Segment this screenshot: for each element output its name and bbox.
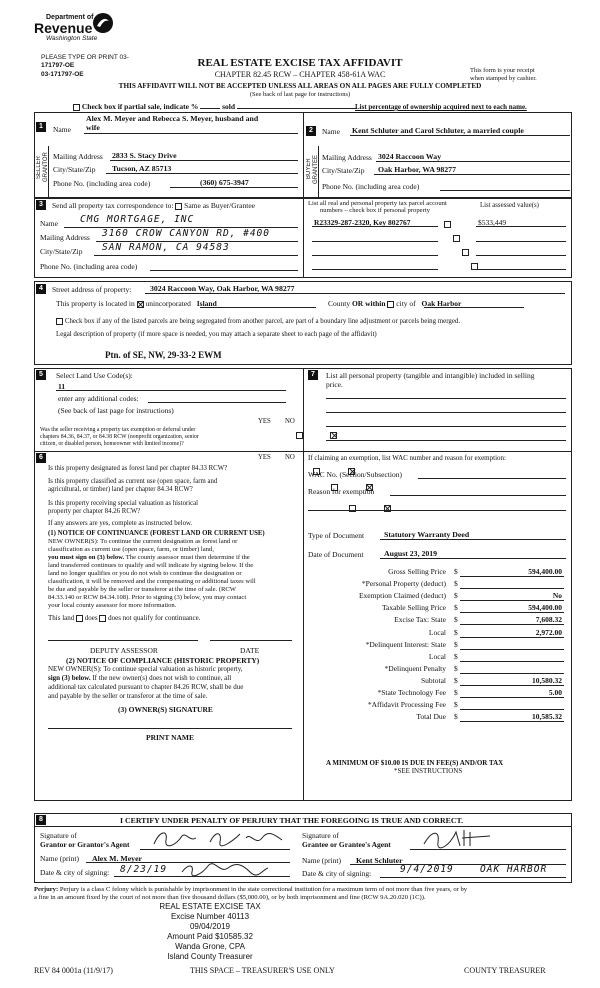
seller-city-label: City/State/Zip (53, 165, 96, 174)
partial-sale-checkbox[interactable] (73, 104, 80, 111)
stamp-line6: Island County Treasurer (167, 952, 253, 961)
section-1-number: 1 (36, 122, 46, 132)
grantor-city-scribble (180, 862, 270, 876)
fin-row-label: Taxable Selling Price (381, 603, 446, 612)
sold-label: sold (222, 102, 236, 111)
warning: THIS AFFIDAVIT WILL NOT BE ACCEPTED UNLESS ALL AREAS ON ALL PAGES ARE FULLY COMPLETED (118, 82, 482, 90)
fin-row-currency: $ (454, 640, 458, 649)
buyer-name: Kent Schluter and Carol Schluter, a married couple (352, 126, 524, 135)
seller-name-line1: Alex M. Meyer and Rebecca S. Meyer, husband and (86, 114, 259, 123)
grantor-signature (150, 828, 290, 850)
fin-row-label: *Delinquent Penalty (384, 664, 446, 673)
seller-phone-label: Phone No. (including area code) (53, 179, 151, 188)
exemption-question-l3: citizen, or disabled person, homeowner with limited income)? (40, 441, 184, 447)
fin-row-value: 5.00 (548, 688, 562, 697)
fin-row-label: *Personal Property (deduct) (361, 579, 446, 588)
stamp-line1: REAL ESTATE EXCISE TAX (159, 902, 261, 911)
logo-swirl-icon (92, 12, 114, 34)
legal-description: Ptn. of SE, NW, 29-33-2 EWM (105, 350, 222, 360)
does-label: does (84, 614, 98, 622)
fin-row-line (460, 600, 564, 601)
unincorporated-checkbox[interactable] (137, 301, 144, 308)
section-5-number: 5 (36, 370, 46, 380)
stamp-line3: 09/04/2019 (189, 922, 231, 931)
notice1-line6: classification, it will be removed and the compensating or additional taxes will (48, 578, 256, 585)
doc-date: August 23, 2019 (384, 549, 438, 558)
grantee-sig-label-2: Grantee or Grantee's Agent (302, 840, 391, 849)
notice1-line1: NEW OWNER(S): To continue the current designation as forest land or (48, 538, 238, 545)
logo-dept: Department of (46, 14, 94, 21)
notice2-line2a: sign (3) below. (48, 674, 91, 682)
fin-row-value: 2,972.00 (535, 628, 562, 637)
buyer-city-label: City/State/Zip (322, 166, 365, 175)
city-name: Oak Harbor (421, 299, 462, 308)
seller-side-label: SELLER GRANTOR (36, 152, 50, 182)
tax-corr-mail-label: Mailing Address (40, 233, 90, 242)
does-not-label: does not qualify for continuance. (108, 614, 201, 622)
grantee-city: OAK HARBOR (480, 864, 548, 875)
grantor-sig-label-1: Signature of (40, 831, 77, 840)
historic-question-a: Is this property receiving special valuation as historical (48, 500, 199, 507)
partial-sale-label: Check box if partial sale, indicate % (81, 102, 199, 111)
doc-type-label: Type of Document (308, 531, 365, 540)
fin-row-line (460, 637, 564, 638)
exemption-question-l2: chapters 84.36, 84.37, or 84.38 RCW (nonprofit organization, senior (40, 434, 199, 440)
treasurer-space: THIS SPACE – TREASURER'S USE ONLY (190, 966, 335, 975)
fin-row-line (460, 697, 564, 698)
fin-row-currency: $ (454, 603, 458, 612)
stamp-line5: Wanda Grone, CPA (175, 942, 245, 951)
s6-no-header: NO (285, 454, 295, 461)
stamp-line4: Amount Paid $10585.32 (167, 932, 253, 941)
receipt-note-1: This form is your receipt (470, 67, 535, 74)
notice2-line4: and payable by the seller or transferor at the time of sale. (48, 692, 208, 700)
exemption-question-l1: Was the seller receiving a property tax exemption or deferral under (40, 427, 196, 433)
fin-row-label: *Affidavit Processing Fee (367, 700, 446, 709)
fin-row-value: 594,400.00 (528, 603, 562, 612)
fin-row-line (460, 612, 564, 613)
fin-row-currency: $ (454, 567, 458, 576)
city-checkbox[interactable] (387, 301, 394, 308)
perjury-line2: a fine in an amount fixed by the court of not more than five thousand dollars ($5,000.00), or by both imprisonment and fine (RCW 9A.20.020 (1C)). (34, 894, 426, 901)
notice1-line2: classification as current use (open space, farm, or timber) land, (48, 546, 214, 553)
fin-row-label: Excise Tax: State (394, 615, 446, 624)
parcel-header-2: numbers – check box if personal property (320, 207, 430, 214)
notice-continuance-title: (1) NOTICE OF CONTINUANCE (FOREST LAND OR CURRENT USE) (48, 530, 265, 537)
land-use-yes-header: YES (258, 418, 271, 425)
fin-row-currency: $ (454, 591, 458, 600)
notice2-line3: additional tax calculated pursuant to chapter 84.26 RCW, shall be due (48, 683, 244, 691)
fin-row-line (460, 588, 564, 589)
buyer-phone-label: Phone No. (including area code) (322, 182, 420, 191)
tax-corr-phone-label: Phone No. (including area code) (40, 262, 138, 271)
street-address: 3024 Raccoon Way, Oak Harbor, WA 98277 (150, 284, 295, 293)
grantor-date: 8/23/19 (120, 864, 168, 875)
segregated-label: Check box if any of the listed parcels are being segregated from another parcel, are part of a boundary line adjustment or parcels being merged. (64, 318, 461, 325)
land-use-no-header: NO (285, 418, 295, 425)
receipt-note-2: when stamped by cashier. (470, 75, 537, 82)
minimum-note: A MINIMUM OF $10.00 IS DUE IN FEE(S) AND/OR TAX (326, 759, 504, 767)
does-not-checkbox[interactable] (99, 615, 106, 622)
ownership-note: List percentage of ownership acquired next to each name. (355, 103, 527, 111)
fin-row-currency: $ (454, 664, 458, 673)
doc-type: Statutory Warranty Deed (384, 530, 470, 539)
form-title: REAL ESTATE EXCISE TAX AFFIDAVIT (197, 57, 403, 69)
fin-row-currency: $ (454, 712, 458, 721)
tax-corr-mail: 3160 CROW CANYON RD, #400 (102, 228, 270, 239)
fin-row-currency: $ (454, 688, 458, 697)
fin-row-line (460, 685, 564, 686)
fin-row-currency: $ (454, 579, 458, 588)
revenue-logo (28, 14, 108, 54)
logo-state: Washington State (46, 35, 98, 42)
this-land-label: This land (48, 614, 75, 622)
buyer-mail: 3024 Raccoon Way (378, 152, 442, 161)
notice1-line7: be due and payable by the seller or transferor at the time of sale. (RCW (48, 586, 237, 593)
see-instructions: *SEE INSTRUCTIONS (394, 767, 463, 775)
tax-corr-name-label: Name (40, 219, 58, 228)
fin-row-line (460, 624, 564, 625)
fin-row-line (460, 661, 564, 662)
fin-row-line (460, 673, 564, 674)
rev-number: REV 84 0001a (11/9/17) (34, 966, 113, 975)
land-use-see-back: (See back of last page for instructions) (58, 406, 174, 415)
grantee-signature (420, 826, 500, 850)
fin-row-value: 594,400.00 (528, 567, 562, 576)
exemption-claim-label: If claiming an exemption, list WAC number and reason for exemption: (308, 454, 506, 462)
seller-city: Tucson, AZ 85713 (112, 164, 172, 173)
same-as-buyer-checkbox[interactable] (175, 203, 182, 210)
fin-row-value: 10,580.32 (532, 676, 562, 685)
fin-row-label: Local (428, 652, 446, 661)
parcel-1-personal-checkbox[interactable] (444, 221, 451, 228)
treasurer-stamp (140, 902, 280, 962)
fin-row-line (460, 721, 564, 722)
city-of-label: city of (396, 299, 416, 308)
fin-row-currency: $ (454, 700, 458, 709)
fin-row-label: Exemption Claimed (deduct) (358, 591, 446, 600)
notice1-line8: 84.33.140 or RCW 84.34.108). Prior to signing (3) below, you may contact (48, 594, 247, 601)
tax-corr-city: SAN RAMON, CA 94583 (102, 242, 230, 253)
please-type: PLEASE TYPE OR PRINT 03- (41, 54, 129, 61)
chapter: CHAPTER 82.45 RCW – CHAPTER 458-61A WAC (214, 70, 386, 79)
street-label: Street address of property: (52, 285, 132, 294)
assessed-value: $533,449 (478, 218, 507, 227)
section-8-number: 8 (36, 815, 46, 825)
county-label: County (328, 299, 351, 308)
exemption-no-checkbox[interactable] (330, 432, 337, 439)
perjury-line1: Perjury is a class C felony which is punishable by imprisonment in the state correctional institution for a maximum term of not more than five years, or by (58, 886, 468, 893)
notice1-line9: your local county assessor for more information. (48, 602, 177, 609)
current-use-question-a: Is this property classified as current use (open space, farm and (48, 478, 218, 485)
seller-phone: (360) 675-3947 (200, 178, 249, 187)
buyer-city: Oak Harbor, WA 98277 (378, 165, 456, 174)
deputy-assessor-label: DEPUTY ASSESSOR (90, 646, 158, 655)
s6-yes-header: YES (258, 454, 271, 461)
seller-name-label: Name (53, 125, 71, 134)
wac-label: WAC No. (Section/Subsection) (308, 470, 402, 479)
tax-corr-city-label: City/State/Zip (40, 247, 83, 256)
buyer-side-label: BUYER GRANTEE (306, 154, 320, 184)
owner-signature-label: (3) OWNER(S) SIGNATURE (118, 705, 213, 714)
seller-mail: 2833 S. Stacy Drive (112, 151, 177, 160)
fin-row-label: Subtotal (420, 676, 446, 685)
current-use-question-b: agricultural, or timber) land per chapter 84.34 RCW? (48, 486, 193, 493)
county-name: Island (196, 299, 217, 308)
grantee-sig-label-1: Signature of (302, 831, 339, 840)
tax-corr-label: Send all property tax correspondence to: (52, 201, 174, 210)
date-label: DATE (240, 646, 260, 655)
grantor-sig-label-2: Grantor or Grantor's Agent (40, 840, 130, 849)
fin-row-value: 7,608.32 (535, 615, 562, 624)
parcel-3-personal-checkbox[interactable] (462, 249, 469, 256)
fin-row-currency: $ (454, 628, 458, 637)
parcel-header-1: List all real and personal property tax parcel account (308, 200, 447, 207)
perjury-label: Perjury: (34, 886, 59, 893)
notice1-line4: land transferred continues to qualify and will indicate by signing below. If the (48, 562, 254, 569)
notice1-line3a: you must sign on (3) below. (48, 554, 125, 561)
notice-compliance-title: (2) NOTICE OF COMPLIANCE (HISTORIC PROPERTY) (66, 656, 260, 665)
personal-property-label-1: List all personal property (tangible and intangible) included in selling (326, 371, 535, 380)
print-name-label: PRINT NAME (146, 733, 194, 742)
fin-row-line (460, 709, 564, 710)
section-4-number: 4 (36, 284, 46, 294)
fin-row-value: No (552, 591, 562, 600)
fin-row-label: Local (428, 628, 446, 637)
section-6-number: 6 (36, 453, 46, 463)
fin-row-label: Total Due (416, 712, 446, 721)
county-treasurer: COUNTY TREASURER (464, 966, 546, 975)
grantee-name: Kent Schluter (356, 856, 403, 865)
section-7-number: 7 (308, 370, 318, 380)
notice1-line3b: The county assessor must then determine if the (124, 554, 250, 561)
unincorporated-label: unincorporated (145, 299, 191, 308)
parcel-number: R23329-287-2320, Key 802767 (314, 218, 411, 227)
does-checkbox[interactable] (76, 615, 83, 622)
fin-row-currency: $ (454, 615, 458, 624)
notice2-line1: NEW OWNER(S): To continue special valuation as historic property, (48, 665, 243, 673)
grantee-date: 9/4/2019 (400, 864, 454, 875)
buyer-mail-label: Mailing Address (322, 153, 372, 162)
see-back: (See back of last page for instructions) (249, 91, 351, 98)
fin-row-label: Gross Selling Price (388, 567, 446, 576)
or-within: OR within (351, 299, 386, 308)
reason-label: Reason for exemption (308, 487, 375, 496)
seller-name-line2: wife (86, 123, 100, 132)
fin-row-label: *Delinquent Interest: State (365, 640, 446, 649)
forest-question: Is this property designated as forest land per chapter 84.33 RCW? (48, 465, 228, 472)
section-3-number: 3 (36, 200, 46, 210)
ref-number-1: 171797-OE (41, 62, 75, 69)
legal-label: Legal description of property (if more space is needed, you may attach a separate sheet to each page of the affidavit) (56, 331, 377, 338)
doc-date-label: Date of Document (308, 550, 364, 559)
grantee-date-label: Date & city of signing: (302, 869, 372, 878)
notice2-line2b: If the new owner(s) does not wish to continue, all (90, 674, 232, 682)
land-use-code: 11 (58, 382, 66, 391)
logo-revenue: Revenue (34, 20, 93, 36)
located-label: This property is located in (56, 299, 135, 308)
same-as-buyer-label: Same as Buyer/Grantee (184, 201, 255, 210)
additional-codes-label: enter any additional codes: (58, 394, 139, 403)
fin-row-line (460, 576, 564, 577)
assessed-header: List assessed value(s) (480, 202, 539, 209)
fin-row-line (460, 649, 564, 650)
fin-row-currency: $ (454, 676, 458, 685)
buyer-name-label: Name (322, 127, 340, 136)
land-use-label: Select Land Use Code(s): (56, 371, 133, 380)
certify-text: I CERTIFY UNDER PENALTY OF PERJURY THAT THE FOREGOING IS TRUE AND CORRECT. (120, 816, 464, 825)
notice1-line5: land no longer qualifies or you do not wish to continue the designation or (48, 570, 242, 577)
personal-property-label-2: price. (326, 380, 343, 389)
grantor-date-label: Date & city of signing: (40, 868, 110, 877)
tax-corr-name: CMG MORTGAGE, INC (80, 214, 195, 225)
fin-row-currency: $ (454, 652, 458, 661)
parcel-2-personal-checkbox[interactable] (453, 235, 460, 242)
fin-row-value: 10,585.32 (532, 712, 562, 721)
stamp-line2: Excise Number 40113 (170, 912, 250, 921)
segregated-checkbox[interactable] (56, 318, 63, 325)
if-yes-note: If any answers are yes, complete as instructed below. (48, 520, 193, 527)
seller-mail-label: Mailing Address (53, 152, 103, 161)
exemption-yes-checkbox[interactable] (296, 432, 303, 439)
ref-number-2: 03-171797-OE (41, 71, 84, 78)
fin-row-label: *State Technology Fee (377, 688, 446, 697)
historic-question-b: property per chapter 84.26 RCW? (48, 508, 141, 515)
grantor-name-label: Name (print) (40, 854, 79, 863)
grantor-name: Alex M. Meyer (92, 854, 143, 863)
grantee-name-label: Name (print) (302, 856, 341, 865)
section-2-number: 2 (306, 126, 316, 136)
